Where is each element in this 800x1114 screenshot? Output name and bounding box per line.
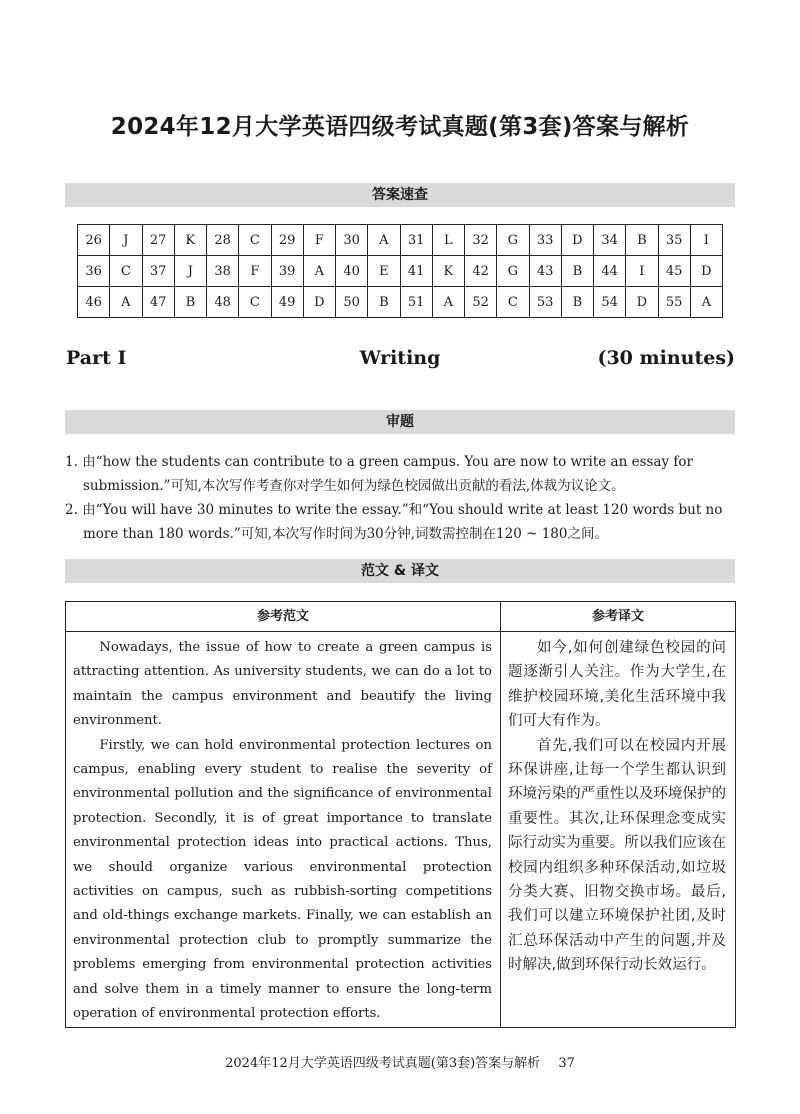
answer-row — [78, 256, 723, 287]
answer-letter: B — [626, 225, 658, 256]
answer-letter: B — [561, 287, 593, 318]
question-number: 26 — [78, 225, 110, 256]
essay-table — [65, 601, 736, 1028]
question-number: 52 — [465, 287, 497, 318]
question-number: 42 — [465, 256, 497, 287]
question-number: 53 — [529, 287, 561, 318]
column-divider — [500, 602, 501, 1027]
chinese-translation — [508, 636, 726, 978]
question-number: 40 — [336, 256, 368, 287]
answer-letter: K — [432, 256, 464, 287]
question-number: 28 — [207, 225, 239, 256]
essay-col-header: 参考范文 — [66, 602, 500, 632]
question-number: 37 — [142, 256, 174, 287]
page-number: 37 — [558, 1056, 575, 1071]
question-number: 46 — [78, 287, 110, 318]
answer-letter: A — [303, 256, 335, 287]
question-number: 31 — [400, 225, 432, 256]
footer-text: 2024年12月大学英语四级考试真题(第3套)答案与解析 — [225, 1056, 541, 1071]
answer-letter: D — [561, 225, 593, 256]
answer-letter: C — [239, 225, 271, 256]
question-number: 38 — [207, 256, 239, 287]
answer-letter: D — [626, 287, 658, 318]
essay-heading: 范文 & 译文 — [65, 559, 735, 583]
question-number: 44 — [594, 256, 626, 287]
page-title: 2024年12月大学英语四级考试真题(第3套)答案与解析 — [110, 114, 690, 140]
answer-letter: A — [110, 287, 142, 318]
answer-letter: A — [368, 225, 400, 256]
answer-letter: I — [690, 225, 722, 256]
question-number: 48 — [207, 287, 239, 318]
part-label: Part Ⅰ — [66, 347, 127, 369]
answer-letter: E — [368, 256, 400, 287]
question-number: 29 — [271, 225, 303, 256]
question-number: 34 — [594, 225, 626, 256]
essay-paragraph: Firstly, we can hold environmental protection lectures on campus, enabling every student to realise the severity of environmental pollution and the significance of environmental protection. Secondly, it is of great importance to translate environmental protection ideas into practical actions. Thus, we should organize various environmental protection activities on campus, such as rubbish-sorting competitions and old-things exchange markets. Finally, we can establish an environmental protection club to promptly summarize the problems emerging from environmental protection activities and solve them in a timely manner to ensure the long-term operation of environmental protection efforts. — [73, 737, 492, 1022]
review-item: 1. 由“how the students can contribute to a green campus. You are now to write an essay for submission.”可知,本次写作考查你对学生如何为绿色校园做出贡献的看法,体裁为议论文。 — [65, 454, 693, 494]
answer-letter: C — [239, 287, 271, 318]
review-list — [65, 450, 737, 546]
answer-letter: B — [368, 287, 400, 318]
question-number: 36 — [78, 256, 110, 287]
answer-letter: D — [690, 256, 722, 287]
answer-letter: F — [303, 225, 335, 256]
answer-letter: L — [432, 225, 464, 256]
question-number: 39 — [271, 256, 303, 287]
question-number: 33 — [529, 225, 561, 256]
question-number: 35 — [658, 225, 690, 256]
answer-letter: B — [561, 256, 593, 287]
answer-letter: J — [174, 256, 206, 287]
english-essay — [73, 636, 492, 1027]
question-number: 54 — [594, 287, 626, 318]
question-number: 45 — [658, 256, 690, 287]
answer-letter: A — [690, 287, 722, 318]
answer-letter: K — [174, 225, 206, 256]
answer-letter: C — [497, 287, 529, 318]
question-number: 30 — [336, 225, 368, 256]
answer-letter: D — [303, 287, 335, 318]
question-number: 49 — [271, 287, 303, 318]
question-number: 32 — [465, 225, 497, 256]
question-number: 41 — [400, 256, 432, 287]
answer-letter: I — [626, 256, 658, 287]
question-number: 43 — [529, 256, 561, 287]
page-footer — [0, 1052, 800, 1071]
answer-letter: A — [432, 287, 464, 318]
review-item: 2. 由“You will have 30 minutes to write the essay.”和“You should write at least 120 words but no more than 180 words.”可知,本次写作时间为30分钟,词数需控制在120 ~ 180之间。 — [65, 502, 723, 542]
answer-letter: G — [497, 225, 529, 256]
answer-letter: J — [110, 225, 142, 256]
part-name: Writing — [359, 347, 441, 369]
question-number: 51 — [400, 287, 432, 318]
question-number: 47 — [142, 287, 174, 318]
answer-letter: C — [110, 256, 142, 287]
answer-row — [78, 287, 723, 318]
essay-paragraph: Nowadays, the issue of how to create a green campus is attracting attention. As university students, we can do a lot to maintain the campus environment and beautify the living environment. — [73, 640, 492, 729]
question-number: 55 — [658, 287, 690, 318]
answer-letter: F — [239, 256, 271, 287]
translation-paragraph: 首先,我们可以在校园内开展环保讲座,让每一个学生都认识到环境污染的严重性以及环境保护的重要性。其次,让环保理念变成实际行动实为重要。所以我们应该在校园内组织多种环保活动,如垃圾分类大赛、旧物交换市场。最后,我们可以建立环境保护社团,及时汇总环保活动中产生的问题,并及时解决,做到环保行动长效运行。 — [508, 737, 726, 974]
answer-letter: B — [174, 287, 206, 318]
question-number: 27 — [142, 225, 174, 256]
answer-row — [78, 225, 723, 256]
translation-col-header: 参考译文 — [501, 602, 735, 632]
translation-paragraph: 如今,如何创建绿色校园的问题逐渐引人关注。作为大学生,在维护校园环境,美化生活环境中我们可大有作为。 — [508, 640, 726, 730]
review-heading: 审题 — [65, 410, 735, 434]
question-number: 50 — [336, 287, 368, 318]
part-time: (30 minutes) — [597, 347, 735, 369]
answer-letter: G — [497, 256, 529, 287]
answer-table — [77, 224, 723, 318]
quick-answers-heading: 答案速查 — [65, 183, 735, 207]
